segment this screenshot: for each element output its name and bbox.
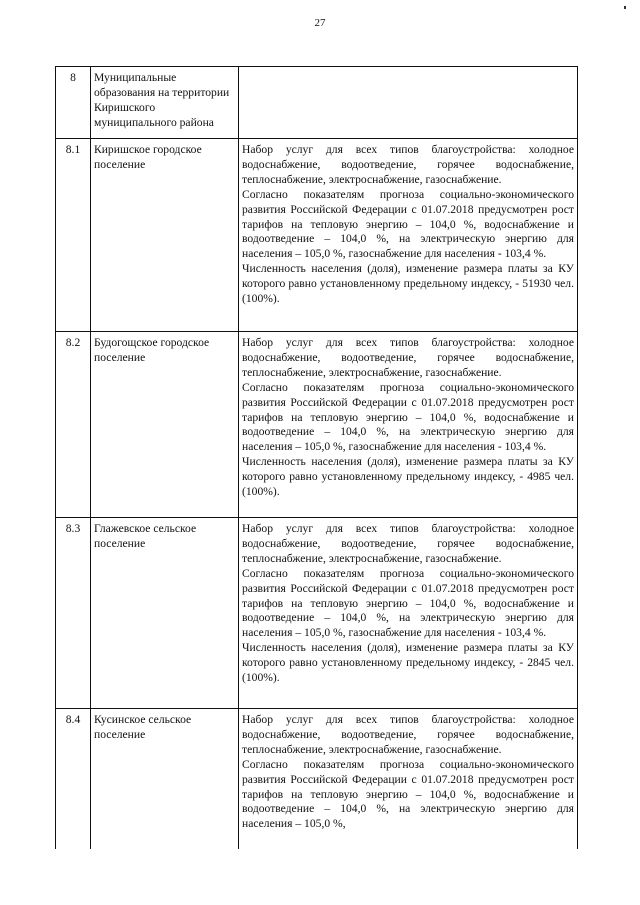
row-name: Глажевское сельское поселение xyxy=(91,518,239,709)
row-name: Будогощское городское поселение xyxy=(91,332,239,518)
scan-mark xyxy=(624,6,626,9)
row-name: Киришское городское поселение xyxy=(91,139,239,332)
row-name: Муниципальные образования на территории Киришского муниципального района xyxy=(91,67,239,139)
row-description xyxy=(239,67,578,139)
population-text: Численность населения (доля), изменение размера платы за КУ которого равно установленному предельному индексу, - 51930 чел. (100%). xyxy=(242,262,574,306)
row-number: 8.2 xyxy=(56,332,91,518)
row-number: 8 xyxy=(56,67,91,139)
forecast-text: Согласно показателям прогноза социально-экономического развития Российской Федерации с 01.07.2018 предусмотрен рост тарифов на тепловую энергию – 104,0 %, водоснабжение и водоотведение – 104,0 %, на электрическую энергию для населения – 105,0 %, xyxy=(242,757,574,831)
row-number: 8.3 xyxy=(56,518,91,709)
services-text: Набор услуг для всех типов благоустройства: холодное водоснабжение, водоотведение, горячее водоснабжение, теплоснабжение, электроснабжение, газоснабжение. xyxy=(242,143,574,186)
row-name: Кусинское сельское поселение xyxy=(91,709,239,850)
table-row xyxy=(56,332,578,518)
table-row xyxy=(56,518,578,709)
table-row-section-header xyxy=(56,67,578,139)
table-row xyxy=(56,139,578,332)
services-text: Набор услуг для всех типов благоустройства: холодное водоснабжение, водоотведение, горячее водоснабжение, теплоснабжение, электроснабжение, газоснабжение. xyxy=(242,522,574,565)
row-number: 8.4 xyxy=(56,709,91,850)
services-text: Набор услуг для всех типов благоустройства: холодное водоснабжение, водоотведение, горячее водоснабжение, теплоснабжение, электроснабжение, газоснабжение. xyxy=(242,336,574,379)
row-description xyxy=(239,709,578,850)
table-row xyxy=(56,709,578,850)
page-number: 27 xyxy=(314,17,326,29)
forecast-text: Согласно показателям прогноза социально-экономического развития Российской Федерации с 01.07.2018 предусмотрен рост тарифов на тепловую энергию – 104,0 %, водоснабжение и водоотведение – 104,0 %, на электрическую энергию для населения – 105,0 %, газоснабжение для населения - 103,4 %. xyxy=(242,187,574,261)
municipal-table xyxy=(55,66,578,849)
forecast-text: Согласно показателям прогноза социально-экономического развития Российской Федерации с 01.07.2018 предусмотрен рост тарифов на тепловую энергию – 104,0 %, водоснабжение и водоотведение – 104,0 %, на электрическую энергию для населения – 105,0 %, газоснабжение для населения - 103,4 %. xyxy=(242,566,574,640)
services-text: Набор услуг для всех типов благоустройства: холодное водоснабжение, водоотведение, горячее водоснабжение, теплоснабжение, электроснабжение, газоснабжение. xyxy=(242,713,574,756)
row-description xyxy=(239,518,578,709)
population-text: Численность населения (доля), изменение размера платы за КУ которого равно установленному предельному индексу, - 4985 чел. (100%). xyxy=(242,455,574,499)
row-description xyxy=(239,332,578,518)
forecast-text: Согласно показателям прогноза социально-экономического развития Российской Федерации с 01.07.2018 предусмотрен рост тарифов на тепловую энергию – 104,0 %, водоснабжение и водоотведение – 104,0 %, на электрическую энергию для населения – 105,0 %, газоснабжение для населения - 103,4 %. xyxy=(242,380,574,454)
row-description xyxy=(239,139,578,332)
row-number: 8.1 xyxy=(56,139,91,332)
population-text: Численность населения (доля), изменение размера платы за КУ которого равно установленному предельному индексу, - 2845 чел. (100%). xyxy=(242,641,574,685)
